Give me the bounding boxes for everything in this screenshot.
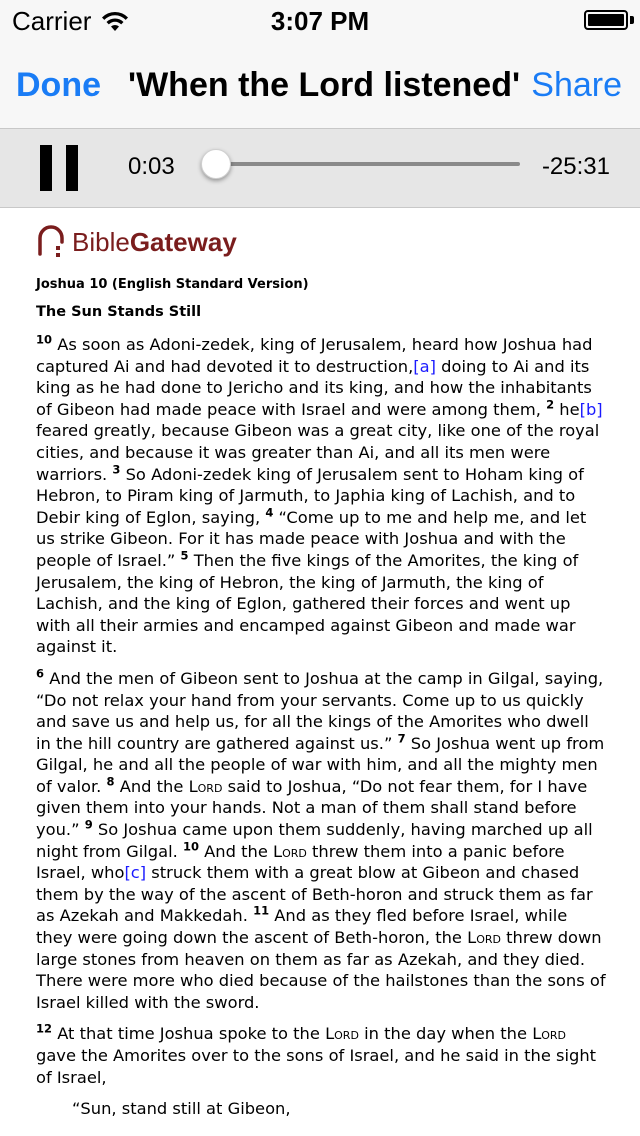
verse-text: So Joshua came upon them suddenly, having marched up all night from Gilgal. [36,820,593,861]
footnote-link-a[interactable]: [a] [413,356,436,376]
verse-number: 10 [36,332,53,347]
verse-number: 9 [84,817,93,832]
verse-number: 5 [180,548,189,563]
verse-text: threw down large stones from heaven on them as far as Azekah, and they died. There were more who died because of the hailstones than the sons of Israel killed with the sword. [36,928,606,1012]
section-heading: The Sun Stands Still [36,304,202,320]
audio-player [0,128,640,208]
verse-text: And the [114,776,189,796]
pause-icon-bar-left [40,145,52,191]
verse-text: said to Joshua, “Do not fear them, for I have given them into your hands. Not a man of them shall stand before you.” [36,776,588,840]
footnote-link-c[interactable]: [c] [124,863,147,883]
logo-gateway-text: Gateway [129,226,237,257]
pause-button[interactable] [40,145,78,191]
share-button[interactable]: Share [531,66,622,104]
paragraph-3 [36,1023,606,1088]
divine-name: Lord [467,928,501,948]
divine-name: Lord [532,1024,567,1044]
carrier-label: Carrier [12,6,92,36]
pause-icon-bar-right [66,145,78,191]
biblegateway-logo [36,216,606,268]
verse-text: At that time Joshua spoke to the [52,1024,326,1044]
verse-text: threw them into a panic before Israel, who [36,841,565,883]
progress-slider-knob[interactable] [201,149,231,179]
navigation-bar [0,40,640,128]
verse-number: 7 [397,731,406,746]
verse-text: And as they fled before Israel, while they were going down the ascent of Beth-horon, the [36,906,568,948]
verse-text: doing to Ai and its king as he had done to Jericho and its king, and how the inhabitants of Gibeon had made peace with Israel and were among them, [36,356,592,419]
poetry-line: “Sun, stand still at Gibeon, [72,1099,291,1119]
paragraph-1 [36,334,606,658]
divine-name: Lord [273,841,307,861]
divine-name: Lord [325,1024,359,1044]
verse-number: 6 [36,666,45,681]
verse-number: 8 [106,774,115,789]
elapsed-time: 0:03 [128,153,175,180]
verse-number: 12 [36,1021,53,1036]
passage-content [36,216,606,1120]
verse-text: And the men of Gibeon sent to Joshua at the camp in Gilgal, saying, “Do not relax your hand from your servants. Come up to us quickly and save us and help us, for all the kings of the Amorites who dwell in the hill country are gathered against us.” [36,668,604,753]
verse-text: he [554,399,580,419]
verse-text: As soon as Adoni-zedek, king of Jerusalem, heard how Joshua had captured Ai and had devoted it to destruction, [36,335,593,376]
battery-tip [630,16,634,24]
battery-icon [584,10,628,30]
verse-text: “Come up to me and help me, and let us strike Gibeon. For it has made peace with Joshua and with the people of Israel.” [36,507,587,570]
status-bar [0,0,640,40]
verse-number: 11 [253,904,270,919]
footnote-link-b[interactable]: [b] [579,399,603,419]
verse-text: in the day when the [358,1024,533,1044]
verse-text: And the [198,841,274,861]
done-button[interactable]: Done [16,66,101,104]
status-time: 3:07 PM [270,6,370,36]
verse-number: 2 [546,397,555,412]
verse-text: struck them with a great blow at Gibeon and chased them by the way of the ascent of Beth-horon and struck them as far as Azekah and Makkedah. [36,863,593,926]
page-title: 'When the Lord listened' [128,66,521,104]
verse-number: 4 [265,505,274,520]
logo-bible-text: Bible [72,226,130,257]
remaining-time: -25:31 [541,153,610,180]
verse-text: So Joshua went up from Gilgal, he and all the people of war with him, and all the mighty men of valor. [36,733,605,796]
verse-number: 10 [182,839,199,854]
verse-text: gave the Amorites over to the sons of Israel, and he said in the sight of Israel, [36,1046,597,1087]
paragraph-2 [36,668,606,1014]
verse-number: 3 [112,462,121,477]
progress-track[interactable] [214,162,520,166]
verse-text: Then the five kings of the Amorites, the king of Jerusalem, the king of Hebron, the king of Jarmuth, the king of Lachish, and the king of Eglon, gathered their forces and went up with all their armies and encamped against Gibeon and made war against it. [36,550,579,657]
divine-name: Lord [188,776,223,796]
verse-text: So Adoni-zedek king of Jerusalem sent to Hoham king of Hebron, to Piram king of Jarmuth, to Japhia king of Lachish, and to Debir king of Eglon, saying, [36,464,584,527]
passage-reference: Joshua 10 (English Standard Version) [36,277,309,292]
logo-icon [36,224,66,260]
verse-text: feared greatly, because Gibeon was a great city, like one of the royal cities, and because it was greater than Ai, and all its men were warriors. [36,421,600,484]
